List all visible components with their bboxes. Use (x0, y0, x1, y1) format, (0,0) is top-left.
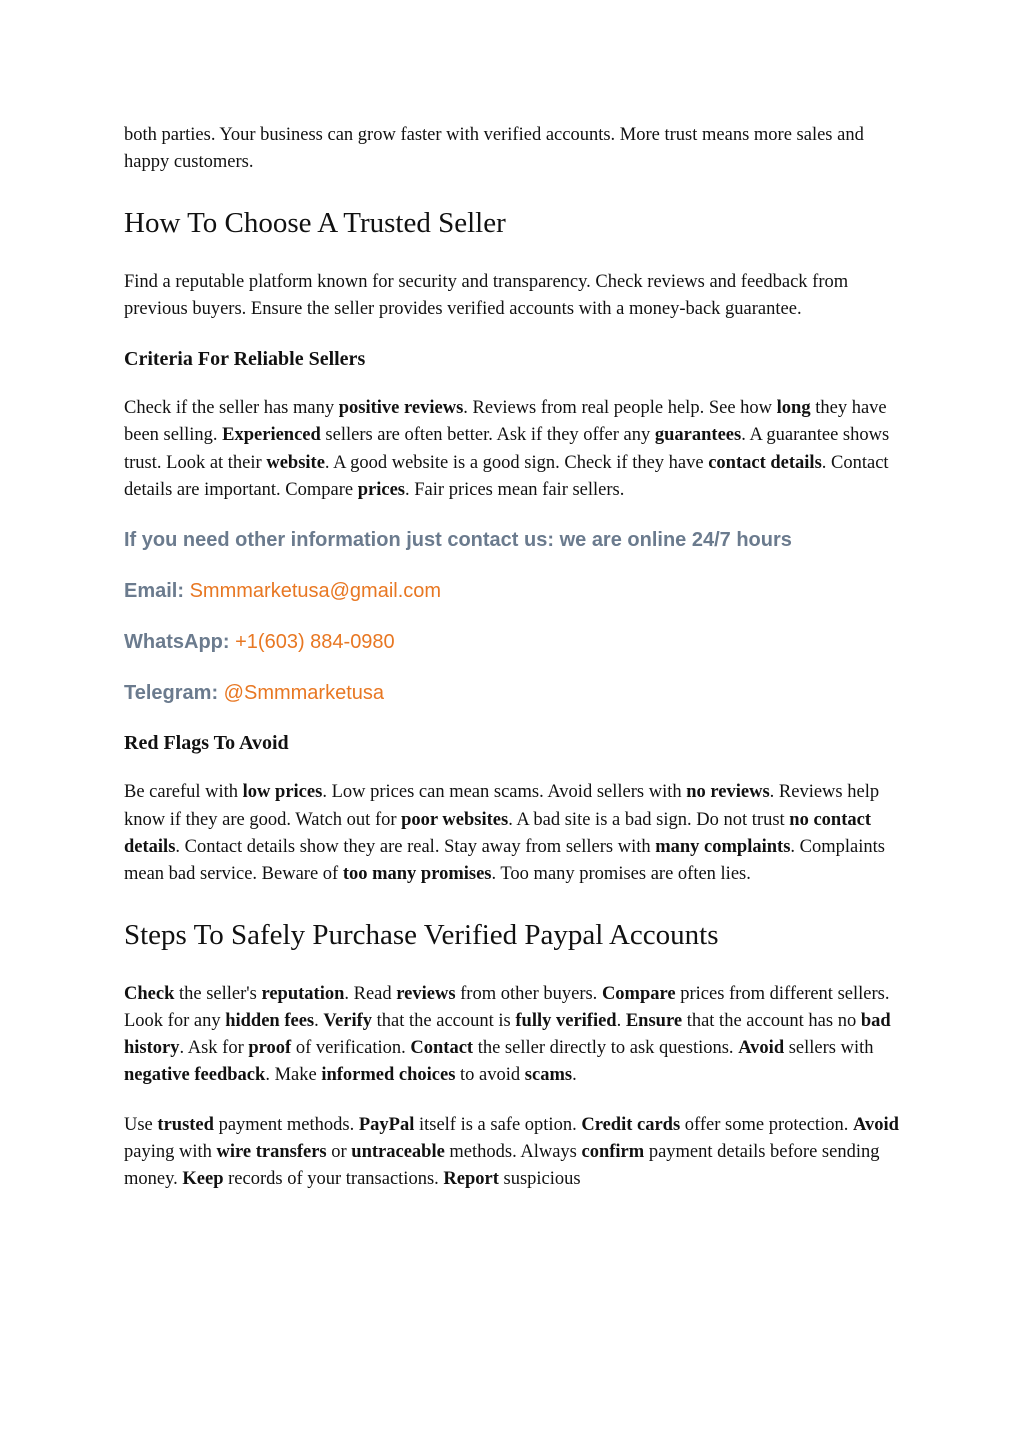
bold-text: fully verified (515, 1010, 617, 1031)
bold-text: reputation (261, 983, 345, 1004)
bold-text: Avoid (738, 1038, 785, 1059)
email-link[interactable]: Smmmarketusa@gmail.com (189, 580, 442, 603)
text-run: or (326, 1142, 352, 1163)
whatsapp-link[interactable]: +1(603) 884-0980 (235, 631, 395, 654)
text-run: sellers with (784, 1038, 874, 1059)
text-run: paying with (124, 1142, 217, 1163)
contact-telegram-line (124, 679, 904, 707)
contact-headline: If you need other information just contact us: we are online 24/7 hours (124, 529, 792, 552)
text-run: Use (124, 1114, 158, 1135)
bold-text: confirm (581, 1142, 645, 1163)
choose-paragraph: Find a reputable platform known for security and transparency. Check reviews and feedback from previous buyers. Ensure the seller provides verified accounts with a money-back guarantee. (124, 271, 849, 319)
text-run: that the account is (372, 1010, 516, 1031)
text-run: . A good website is a good sign. Check if they have (324, 452, 709, 473)
text-run: itself is a safe option. (414, 1114, 582, 1135)
text-run: from other buyers. (455, 983, 602, 1004)
bold-text: PayPal (358, 1114, 415, 1135)
bold-text: long (776, 398, 811, 419)
bold-text: scams (524, 1065, 573, 1086)
bold-text: many complaints (655, 836, 791, 857)
text-run: payment methods. (213, 1114, 359, 1135)
intro-paragraph: both parties. Your business can grow faster with verified accounts. More trust means more sales and happy customers. (124, 125, 864, 173)
text-run: the seller's (174, 983, 262, 1004)
bold-text: poor websites (401, 809, 509, 830)
heading-criteria: Criteria For Reliable Sellers (124, 348, 366, 371)
steps-paragraph-2 (124, 1112, 904, 1194)
bold-text: no reviews (686, 782, 770, 803)
bold-text: negative feedback (124, 1065, 266, 1086)
heading-red-flags: Red Flags To Avoid (124, 732, 289, 755)
bold-text: Avoid (852, 1114, 899, 1135)
bold-text: untraceable (351, 1142, 445, 1163)
text-run: that the account has no (682, 1010, 861, 1031)
email-label: Email: (124, 580, 185, 603)
text-run: the seller directly to ask questions. (473, 1038, 739, 1059)
heading-steps: Steps To Safely Purchase Verified Paypal Accounts (124, 918, 719, 951)
text-run: . Too many promises are often lies. (491, 864, 751, 885)
bold-text: Check (124, 983, 175, 1004)
text-run: offer some protection. (680, 1114, 853, 1135)
text-run: . Complaints mean bad service. Beware of (124, 836, 885, 885)
bold-text: Keep (182, 1169, 224, 1190)
text-run: suspicious (498, 1169, 581, 1190)
bold-text: Report (443, 1169, 499, 1190)
text-run: . Reviews help know if they are good. Watch out for (124, 782, 880, 830)
text-run: . A bad site is a bad sign. Do not trust (508, 809, 790, 830)
bold-text: too many promises (342, 864, 492, 885)
text-run: . (572, 1065, 577, 1086)
bold-text: proof (248, 1038, 292, 1059)
steps-paragraph-1 (124, 981, 904, 1090)
bold-text: prices (357, 480, 406, 501)
bold-text: bad history (124, 1010, 891, 1059)
text-run: . Make (265, 1065, 322, 1086)
heading-how-to-choose: How To Choose A Trusted Seller (124, 206, 506, 239)
text-run: Be careful with (124, 782, 243, 803)
bold-text: Compare (601, 983, 676, 1004)
bold-text: guarantees (654, 425, 742, 446)
bold-text: Ensure (625, 1010, 683, 1031)
bold-text: informed choices (321, 1065, 456, 1086)
bold-text: trusted (157, 1114, 214, 1135)
bold-text: website (266, 452, 325, 473)
text-run: . (616, 1010, 626, 1031)
text-run: prices from different sellers. Look for any (124, 983, 890, 1031)
contact-email-line (124, 577, 904, 605)
text-run: . A guarantee shows trust. Look at their (124, 425, 890, 473)
text-run: . Ask for (179, 1038, 249, 1059)
text-run: . Low prices can mean scams. Avoid sellers with (322, 782, 687, 803)
text-run: . Contact details are important. Compare (124, 452, 889, 501)
text-run: . Reviews from real people help. See how (463, 398, 777, 419)
text-run: payment details before sending money. (124, 1142, 880, 1190)
text-run: sellers are often better. Ask if they offer any (320, 425, 655, 446)
whatsapp-label: WhatsApp: (124, 631, 230, 654)
bold-text: no contact details (124, 809, 871, 857)
text-run: . Fair prices mean fair sellers. (405, 480, 625, 501)
text-run: Check if the seller has many (124, 398, 339, 419)
document-content (124, 122, 904, 1194)
bold-text: Contact (410, 1038, 474, 1059)
telegram-link[interactable]: @Smmmarketusa (223, 682, 385, 705)
text-run: they have been selling. (124, 398, 887, 446)
bold-text: reviews (396, 983, 456, 1004)
text-run: methods. Always (444, 1142, 582, 1163)
bold-text: Credit cards (581, 1114, 681, 1135)
text-run: . Read (344, 983, 397, 1004)
bold-text: Experienced (222, 425, 321, 446)
telegram-label: Telegram: (124, 682, 219, 705)
text-run: . Contact details show they are real. Stay away from sellers with (175, 836, 656, 857)
bold-text: Verify (323, 1010, 373, 1031)
bold-text: low prices (242, 782, 323, 803)
red-flags-paragraph (124, 779, 904, 888)
bold-text: positive reviews (338, 398, 464, 419)
text-run: . (314, 1010, 324, 1031)
contact-whatsapp-line (124, 628, 904, 656)
bold-text: hidden fees (225, 1010, 315, 1031)
bold-text: contact details (708, 452, 822, 473)
criteria-paragraph (124, 395, 904, 504)
text-run: records of your transactions. (223, 1169, 444, 1190)
bold-text: wire transfers (216, 1142, 327, 1163)
text-run: of verification. (291, 1038, 411, 1059)
text-run: to avoid (455, 1065, 525, 1086)
